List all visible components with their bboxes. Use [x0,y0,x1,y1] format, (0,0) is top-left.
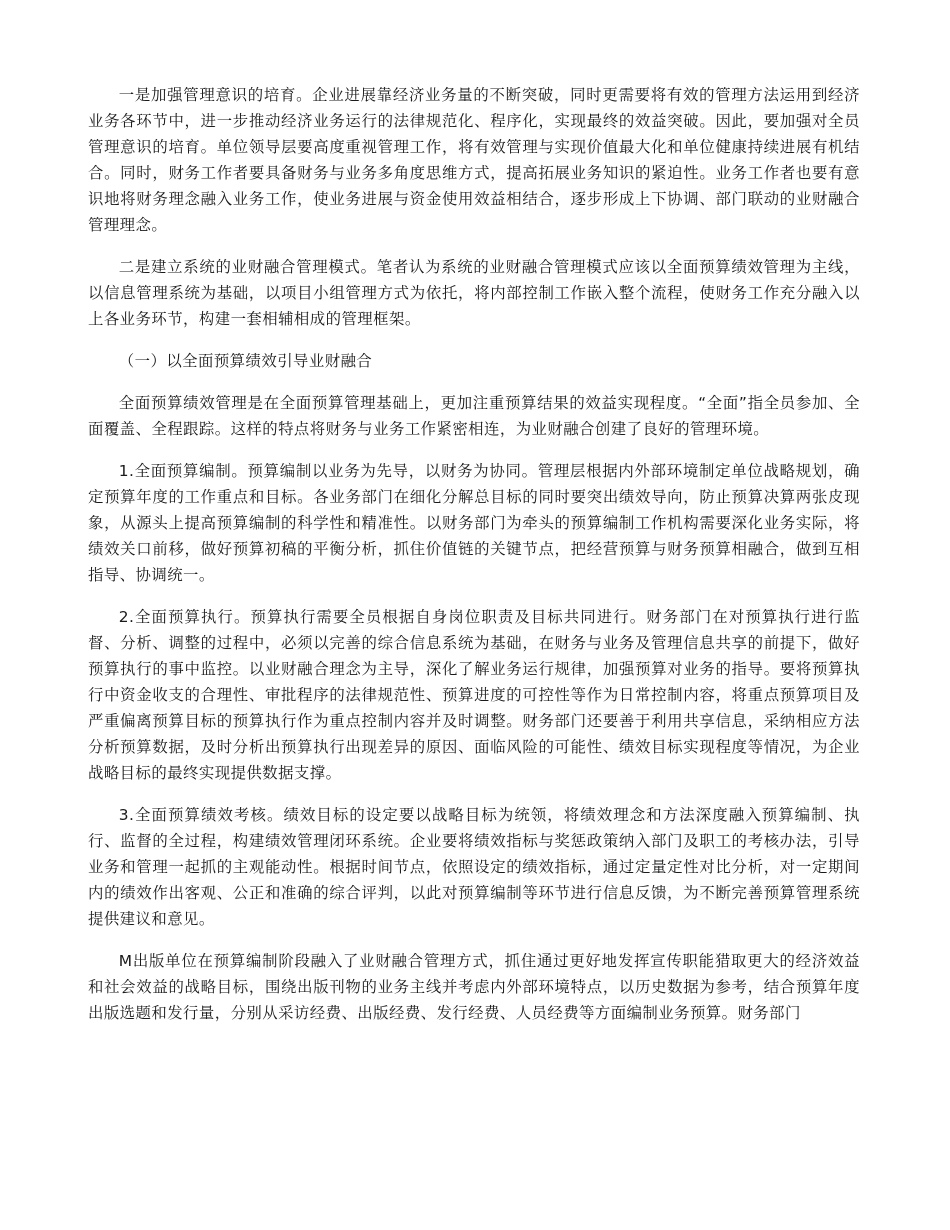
paragraph-case-m-publisher: M出版单位在预算编制阶段融入了业财融合管理方式，抓住通过更好地发挥宣传职能猎取更大的经济效益和社会效益的战略目标，围绕出版刊物的业务主线并考虑内外部环境特点，以历史数据为参考，结合预算年度出版选题和发行量，分别从采访经费、出版经费、发行经费、人员经费等方面编制业务预算。财务部门 [88,952,860,1022]
section-heading-1: （一）以全面预算绩效引导业财融合 [118,352,373,370]
paragraph-budget-performance-intro: 全面预算绩效管理是在全面预算管理基础上，更加注重预算结果的效益实现程度。“全面”指全员参加、全面覆盖、全程跟踪。这样的特点将财务与业务工作紧密相连，为业财融合创建了良好的管理环境。 [88,394,860,438]
paragraph-management-awareness: 一是加强管理意识的培育。企业进展靠经济业务量的不断突破，同时更需要将有效的管理方法运用到经济业务各环节中，进一步推动经济业务运行的法律规范化、程序化，实现最终的效益突破。因此，要加强对全员管理意识的培育。单位领导层要高度重视管理工作，将有效管理与实现价值最大化和单位健康持续进展有机结合。同时，财务工作者要具备财务与业务多角度思维方式，提高拓展业务知识的紧迫性。业务工作者也要有意识地将财务理念融入业务工作，使业务进展与资金使用效益相结合，逐步形成上下协调、部门联动的业财融合管理理念。 [88,86,860,234]
paragraph-performance-assessment: 3.全面预算绩效考核。绩效目标的设定要以战略目标为统领，将绩效理念和方法深度融入预算编制、执行、监督的全过程，构建绩效管理闭环系统。企业要将绩效指标与奖惩政策纳入部门及职工的考核办法，引导业务和管理一起抓的主观能动性。根据时间节点，依照设定的绩效指标，通过定量定性对比分析，对一定期间内的绩效作出客观、公正和准确的综合评判，以此对预算编制等环节进行信息反馈，为不断完善预算管理系统提供建议和意见。 [88,806,860,928]
paragraph-management-model: 二是建立系统的业财融合管理模式。笔者认为系统的业财融合管理模式应该以全面预算绩效管理为主线，以信息管理系统为基础，以项目小组管理方式为依托，将内部控制工作嵌入整个流程，使财务工作充分融入以上各业务环节，构建一套相辅相成的管理框架。 [88,258,860,328]
paragraph-budget-preparation: 1.全面预算编制。预算编制以业务为先导，以财务为协同。管理层根据内外部环境制定单位战略规划，确定预算年度的工作重点和目标。各业务部门在细化分解总目标的同时要突出绩效导向，防止预算决算两张皮现象，从源头上提高预算编制的科学性和精准性。以财务部门为牵头的预算编制工作机构需要深化业务实际，将绩效关口前移，做好预算初稿的平衡分析，抓住价值链的关键节点，把经营预算与财务预算相融合，做到互相指导、协调统一。 [88,462,860,584]
paragraph-budget-execution: 2.全面预算执行。预算执行需要全员根据自身岗位职责及目标共同进行。财务部门在对预算执行进行监督、分析、调整的过程中，必须以完善的综合信息系统为基础，在财务与业务及管理信息共享的前提下，做好预算执行的事中监控。以业财融合理念为主导，深化了解业务运行规律，加强预算对业务的指导。要将预算执行中资金收支的合理性、审批程序的法律规范性、预算进度的可控性等作为日常控制内容，将重点预算项目及严重偏离预算目标的预算执行作为重点控制内容并及时调整。财务部门还要善于利用共享信息，采纳相应方法分析预算数据，及时分析出预算执行出现差异的原因、面临风险的可能性、绩效目标实现程度等情况，为企业战略目标的最终实现提供数据支撑。 [88,608,860,782]
document-page [88,82,860,1026]
